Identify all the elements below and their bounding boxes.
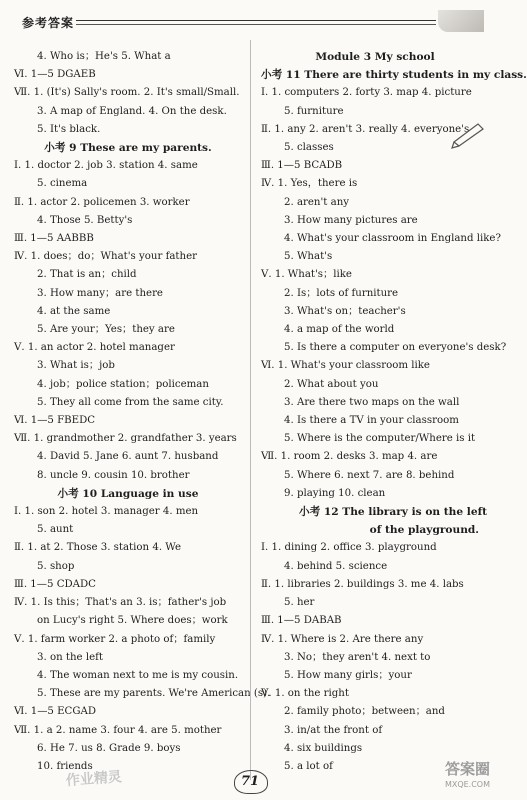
- answer-line: Ⅶ. 1. (It's) Sally's room. 2. It's small/Small.: [14, 87, 240, 99]
- answer-line: 4. job；police station；policeman: [37, 378, 209, 390]
- answer-line: 5. How many girls；your: [284, 669, 412, 681]
- answer-line: 3. in/at the front of: [284, 724, 383, 736]
- answer-line: 4. The woman next to me is my cousin.: [37, 669, 239, 681]
- header-title: 参考答案: [22, 16, 75, 30]
- section-heading: 小考 12 The library is on the left: [299, 506, 488, 519]
- answer-line: Ⅰ. 1. dining 2. office 3. playground: [261, 542, 437, 554]
- page-header: [14, 10, 484, 36]
- answer-line: 5. furniture: [284, 105, 344, 117]
- answer-line: 4. Is there a TV in your classroom: [284, 415, 459, 427]
- answer-line: Ⅳ. 1. Where is 2. Are there any: [261, 633, 424, 645]
- answer-line: Ⅴ. 1. What's；like: [261, 269, 352, 281]
- answer-line: 3. How many pictures are: [284, 214, 418, 226]
- section-heading: Module 3 My school: [315, 51, 435, 63]
- answer-line: Ⅱ. 1. actor 2. policemen 3. worker: [14, 196, 190, 208]
- page-number: [230, 770, 270, 794]
- answer-line: 2. aren't any: [284, 196, 350, 208]
- answer-line: 10. friends: [37, 760, 93, 772]
- answer-line: 4. at the same: [37, 305, 111, 317]
- answer-line: 5. What's: [284, 251, 333, 263]
- answer-line: 3. What is；job: [37, 360, 115, 372]
- answer-line: Ⅲ. 1—5 BCADB: [261, 160, 343, 172]
- answer-line: 4. Those 5. Betty's: [37, 214, 133, 226]
- answer-line: 5. These are my parents. We're American (s).: [37, 688, 271, 700]
- answer-line: 5. Where is the computer/Where is it: [284, 433, 476, 445]
- answer-line: Ⅵ. 1—5 DGAEB: [14, 69, 96, 81]
- watermark-subtext: MXQE.COM: [444, 780, 490, 789]
- answer-line: Ⅵ. 1—5 ECGAD: [14, 706, 97, 718]
- column-divider: [250, 40, 251, 780]
- left-column: [14, 48, 271, 776]
- answer-line: Ⅳ. 1. Is this；That's an 3. is；father's job: [14, 597, 227, 609]
- answer-line: 4. behind 5. science: [284, 560, 388, 572]
- section-heading: 小考 10 Language in use: [57, 487, 199, 500]
- answer-line: Ⅶ. 1. room 2. desks 3. map 4. are: [261, 451, 438, 463]
- answer-line: Ⅲ. 1—5 AABBB: [14, 233, 94, 245]
- answer-line: Ⅶ. 1. grandmother 2. grandfather 3. years: [14, 433, 237, 445]
- answer-line: 5. Is there a computer on everyone's desk?: [284, 342, 507, 354]
- answer-line: 5. shop: [37, 560, 75, 572]
- answer-line: 3. How many；are there: [37, 287, 163, 299]
- answer-line: 9. playing 10. clean: [284, 487, 386, 499]
- answer-line: Ⅵ. 1—5 FBEDC: [14, 415, 96, 427]
- answer-line: 2. That is an；child: [37, 269, 137, 281]
- answer-line: 2. What about you: [284, 378, 379, 390]
- answer-line: on Lucy's right 5. Where does；work: [37, 615, 228, 627]
- answer-line: Ⅲ. 1—5 DABAB: [261, 615, 342, 627]
- answer-line: Ⅰ. 1. computers 2. forty 3. map 4. picture: [261, 87, 472, 99]
- answer-line: 3. on the left: [37, 651, 103, 663]
- header-rule-thin: [76, 24, 436, 25]
- answer-line: 5. cinema: [37, 178, 88, 190]
- answer-line: 2. Is；lots of furniture: [284, 287, 399, 299]
- answer-line: Ⅱ. 1. at 2. Those 3. station 4. We: [14, 542, 181, 554]
- answer-line: Ⅴ. 1. on the right: [261, 688, 349, 700]
- right-column: [261, 48, 527, 776]
- answer-line: 4. What's your classroom in England like?: [284, 233, 501, 245]
- answer-line: Ⅱ. 1. any 2. aren't 3. really 4. everyone's: [261, 123, 470, 135]
- answer-line: Ⅲ. 1—5 CDADC: [14, 578, 96, 590]
- answer-line: Ⅶ. 1. a 2. name 3. four 4. are 5. mother: [14, 724, 222, 736]
- answer-line: Ⅵ. 1. What's your classroom like: [261, 360, 430, 372]
- answer-line: 3. What's on；teacher's: [284, 305, 406, 317]
- pencil-icon: [448, 118, 488, 148]
- answer-line: Ⅰ. 1. doctor 2. job 3. station 4. same: [14, 160, 198, 172]
- answer-line: 5. classes: [284, 142, 334, 154]
- answer-line: 3. Are there two maps on the wall: [284, 396, 460, 408]
- answer-line: 5. her: [284, 597, 315, 609]
- answer-line: 4. a map of the world: [284, 324, 395, 336]
- answer-line: 5. a lot of: [284, 760, 333, 772]
- answer-line: 5. aunt: [37, 524, 74, 536]
- answer-line: Ⅳ. 1. does；do；What's your father: [14, 251, 197, 263]
- section-heading: 小考 11 There are thirty students in my class.: [261, 69, 527, 82]
- stamp-watermark: 作业精灵: [65, 769, 123, 790]
- answer-line: 5. It's black.: [37, 123, 101, 135]
- header-rule: [76, 20, 436, 21]
- answer-line: Ⅴ. 1. farm worker 2. a photo of；family: [14, 633, 216, 645]
- header-corner-decoration: [438, 10, 484, 32]
- answer-line: 4. David 5. Jane 6. aunt 7. husband: [37, 451, 219, 463]
- answer-line: 3. No；they aren't 4. next to: [284, 651, 431, 663]
- answer-line: 5. Where 6. next 7. are 8. behind: [284, 469, 455, 481]
- watermark-text: 答案圈: [444, 760, 490, 778]
- answer-line: Ⅴ. 1. an actor 2. hotel manager: [14, 342, 175, 354]
- section-heading: of the playground.: [369, 524, 479, 537]
- answer-line: 2. family photo；between；and: [284, 706, 445, 718]
- site-watermark: [410, 762, 490, 792]
- answer-line: 6. He 7. us 8. Grade 9. boys: [37, 742, 181, 754]
- answer-line: Ⅳ. 1. Yes，there is: [261, 178, 358, 190]
- answer-line: 8. uncle 9. cousin 10. brother: [37, 469, 190, 481]
- answer-line: 3. A map of England. 4. On the desk.: [37, 105, 227, 117]
- answer-line: 4. six buildings: [284, 742, 363, 754]
- page-number-text: 71: [240, 774, 260, 789]
- answer-line: Ⅱ. 1. libraries 2. buildings 3. me 4. labs: [261, 578, 464, 590]
- answer-line: Ⅰ. 1. son 2. hotel 3. manager 4. men: [14, 506, 199, 518]
- answer-line: 4. Who is；He's 5. What a: [37, 51, 171, 62]
- answer-line: 5. Are your；Yes；they are: [37, 324, 175, 336]
- answer-line: 5. They all come from the same city.: [37, 396, 224, 408]
- section-heading: 小考 9 These are my parents.: [44, 142, 212, 155]
